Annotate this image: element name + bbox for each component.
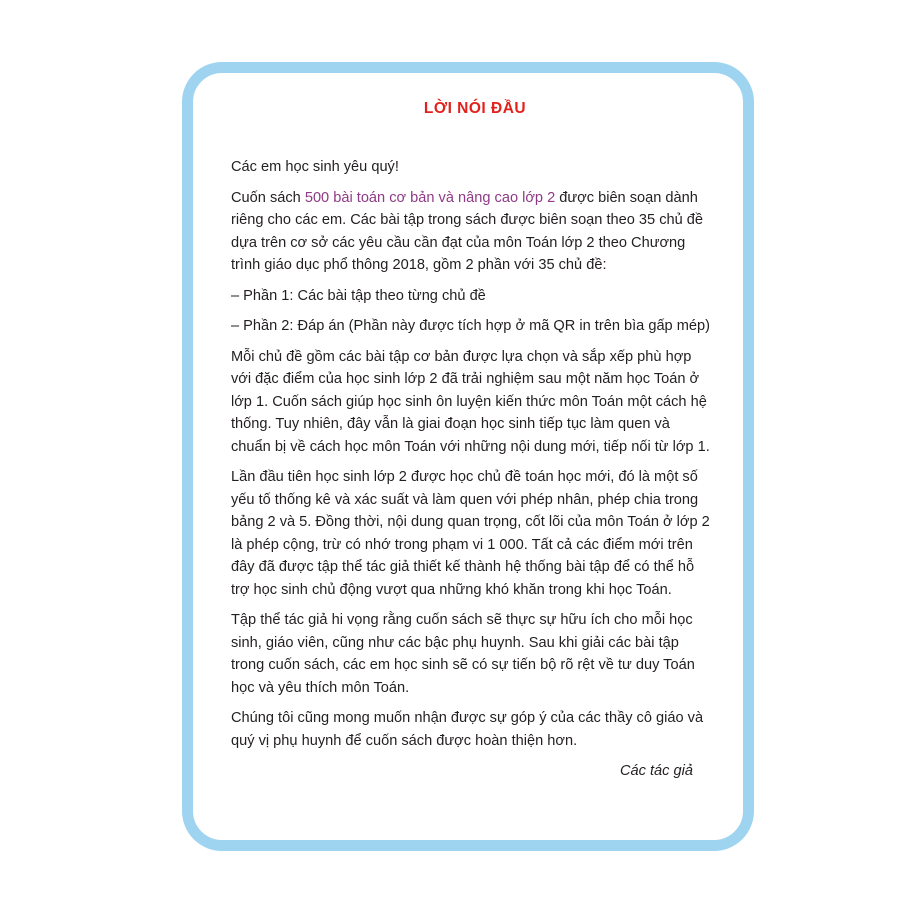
part-2-item: – Phần 2: Đáp án (Phần này được tích hợp ở mã QR in trên bìa gấp mép): [231, 318, 710, 334]
part-1-item: – Phần 1: Các bài tập theo từng chủ đề: [231, 287, 486, 304]
paragraph-hope: Tập thể tác giả hi vọng rằng cuốn sách sẽ thực sự hữu ích cho mỗi học sinh, giáo viên, cũng như các bậc phụ huynh. Sau khi giải các bài tập trong cuốn sách, các em học sinh sẽ có sự tiến bộ rõ rệt về tư duy Toán học và yêu thích môn Toán.: [231, 612, 695, 696]
intro-text-start: Cuốn sách: [231, 189, 305, 206]
signature: Các tác giả: [619, 763, 693, 779]
page-title: LỜI NÓI ĐẦU: [423, 100, 527, 117]
intro-text-end: được biên soạn dành riêng cho các em. Các bài tập trong sách được biên soạn theo 35 chủ đề dựa trên cơ sở các yêu cầu cần đạt của môn Toán lớp 2 theo Chương trình giáo dục phổ thông 2018, gồm 2 phần với 35 chủ đề:: [231, 189, 704, 273]
preface-content: [231, 100, 711, 791]
paragraph-topics: Mỗi chủ đề gồm các bài tập cơ bản được lựa chọn và sắp xếp phù hợp với đặc điểm của học sinh lớp 2 đã trải nghiệm sau một năm học Toán ở lớp 1. Cuốn sách giúp học sinh ôn luyện kiến thức môn Toán một cách hệ thống. Tuy nhiên, đây vẫn là giai đoạn học sinh tiếp tục làm quen và chuẩn bị về cách học môn Toán với những nội dung mới, tiếp nối từ lớp 1.: [231, 348, 710, 455]
paragraph-new-content: Lần đầu tiên học sinh lớp 2 được học chủ đề toán học mới, đó là một số yếu tố thống kê và xác suất và làm quen với phép nhân, phép chia trong bảng 2 và 5. Đồng thời, nội dung quan trọng, cốt lõi của môn Toán ở lớp 2 là phép cộng, trừ có nhớ trong phạm vi 1 000. Tất cả các điểm mới trên đây đã được tập thể tác giả thiết kế thành hệ thống bài tập để có thể hỗ trợ học sinh chủ động vượt qua những khó khăn trong khi học Toán.: [231, 469, 710, 598]
paragraph-feedback: Chúng tôi cũng mong muốn nhận được sự góp ý của các thầy cô giáo và quý vị phụ huynh để cuốn sách được hoàn thiện hơn.: [231, 710, 704, 749]
intro-paragraph: [231, 187, 711, 277]
greeting: Các em học sinh yêu quý!: [231, 159, 399, 175]
book-title: 500 bài toán cơ bản và nâng cao lớp 2: [304, 189, 556, 206]
